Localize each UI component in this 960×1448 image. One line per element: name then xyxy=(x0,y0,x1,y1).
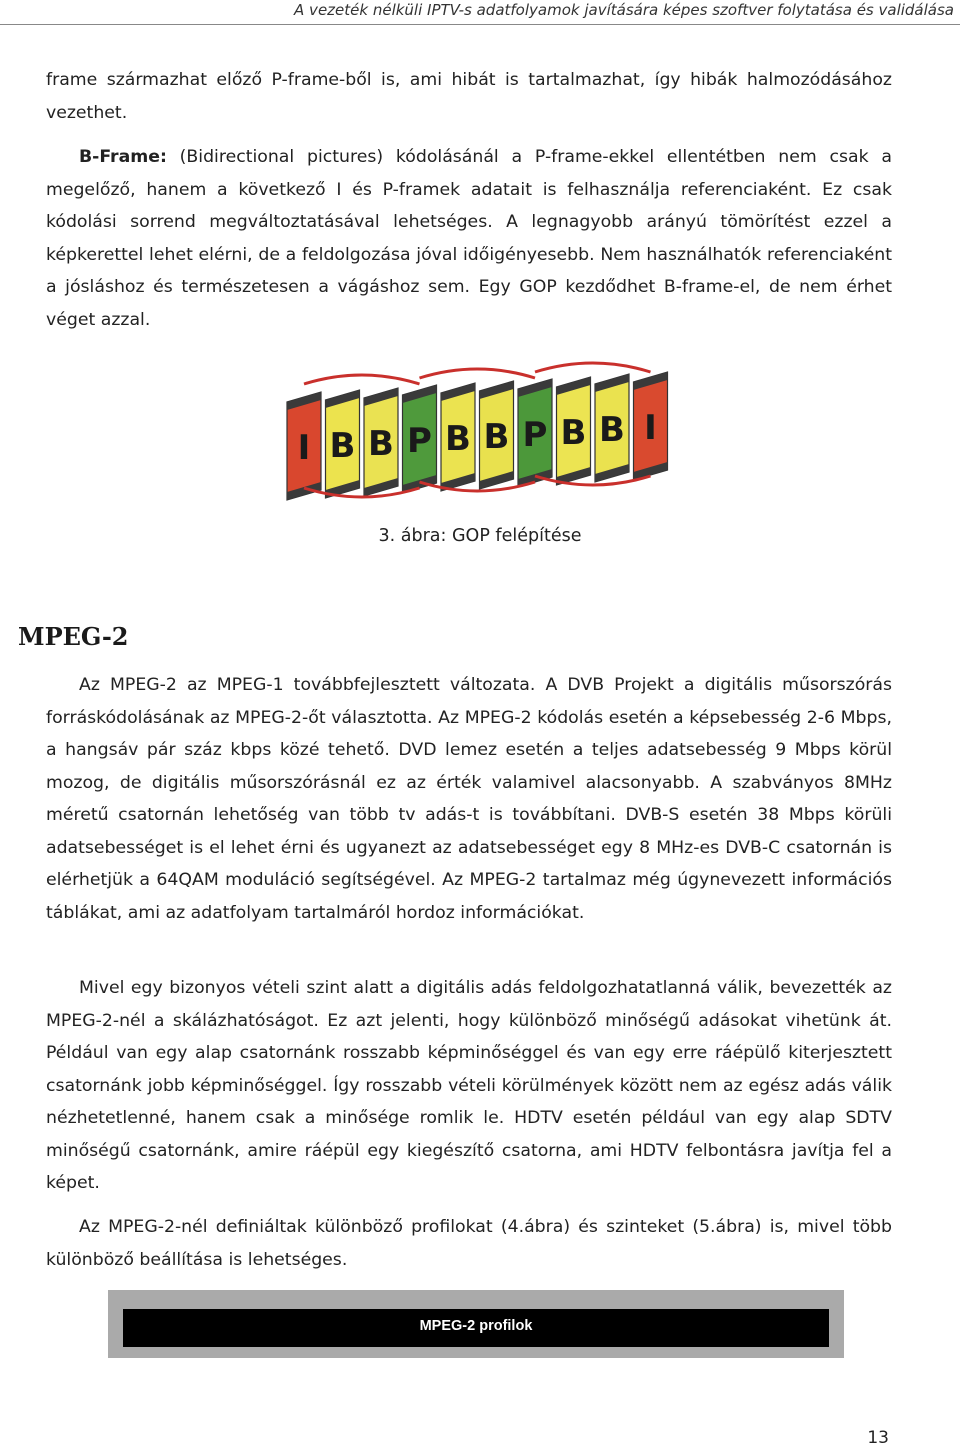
frame-letter: B xyxy=(560,413,587,453)
profiles-table-title: MPEG-2 profilok xyxy=(419,1318,533,1334)
header-rule xyxy=(0,24,960,25)
paragraph-p-frame-end: frame származhat előző P-frame-ből is, ami hibát is tartalmazhat, így hibák halmozódásához vezethet. xyxy=(46,70,892,123)
paragraph-mpeg2-intro: Az MPEG-2 az MPEG-1 továbbfejlesztett változata. A DVB Projekt a digitális műsorszórás forráskódolásának az MPEG-2-őt választotta. Az MPEG-2 kódolás esetén a képsebesség 2-6 Mbps, a hangsáv pár száz kbps közé tehető. DVD lemez esetén a teljes adatsebesség 9 Mbps körül mozog, de digitális műsorszórásnál ez az érték valamivel alacsonyabb. A szabványos 8MHz méretű csatornán lehetőség van több tv adás-t is továbbítani. DVB-S esetén 38 Mbps körüli adatsebességet is el lehet érni és ugyanezt az adatsebességet egy 8 MHz-es DVB-C csatornán is elérhetjük a 64QAM moduláció segítségével. Az MPEG-2 tartalmaz még úgynevezett információs táblákat, ami az adatfolyam tartalmáról hordoz információkat. xyxy=(46,675,892,923)
b-frame-text: (Bidirectional pictures) kódolásánál a P-frame-ekkel ellentétben nem csak a megelőző, hanem a következő I és P-framek adatait is felhasználja referenciaként. Ez csak kódolási sorrend megváltoztatásával lehetséges. A legnagyobb arányú tömörítést ezzel a képkerettel lehet elérni, de a feldolgozása jóval időigényesebb. Nem használhatók referenciaként a jósláshoz és természetesen a vágáshoz sem. Egy GOP kezdődhet B-frame-el, de nem érhet véget azzal. xyxy=(46,147,892,330)
frame-letter: P xyxy=(522,415,548,455)
frame-letter: B xyxy=(368,424,394,464)
frame-letter: I xyxy=(644,408,657,448)
frame-letter: P xyxy=(407,421,432,461)
paragraph-profiles: Az MPEG-2-nél definiáltak különböző profilokat (4.ábra) és szinteket (5.ábra) is, mivel több különböző beállítása is lehetséges. xyxy=(46,1217,892,1270)
frame-letter: I xyxy=(297,428,311,468)
reference-arrow xyxy=(535,363,651,372)
gop-figure xyxy=(283,358,679,503)
gop-diagram xyxy=(283,358,679,503)
b-frame-term: B-Frame: xyxy=(79,147,167,167)
figure-caption: 3. ábra: GOP felépítése xyxy=(378,526,582,546)
frame-letter: B xyxy=(599,410,625,450)
page-header xyxy=(0,0,960,24)
profiles-table xyxy=(108,1290,844,1358)
frame-letter: B xyxy=(483,417,510,457)
paragraph-b-frame xyxy=(46,141,892,336)
reference-arrow xyxy=(420,369,536,378)
frame-letter: B xyxy=(445,419,471,459)
profiles-table-header xyxy=(123,1309,829,1347)
section-title: MPEG-2 xyxy=(18,622,129,651)
page-number: 13 xyxy=(867,1428,889,1448)
frame-letter: B xyxy=(329,426,356,466)
reference-arrow xyxy=(304,375,420,384)
running-title: A vezeték nélküli IPTV-s adatfolyamok javítására képes szoftver folytatása és validálása xyxy=(294,1,954,19)
paragraph-scalability: Mivel egy bizonyos vételi szint alatt a digitális adás feldolgozhatatlanná válik, bevezették az MPEG-2-nél a skálázhatóságot. Ez azt jelenti, hogy különböző minőségű adásokat vihetünk át. Például van egy alap csatornánk rosszabb képminőséggel és van egy erre ráépülő kiterjesztett csatornánk jobb képminőséggel. Így rosszabb vételi körülmények között nem az egész adás válik nézhetetlenné, hanem csak a minősége romlik le. HDTV esetén például van egy alap SDTV minőségű csatornánk, amire ráépül egy kiegészítő csatorna, ami HDTV felbontásra javítja fel a képet. xyxy=(46,978,892,1193)
